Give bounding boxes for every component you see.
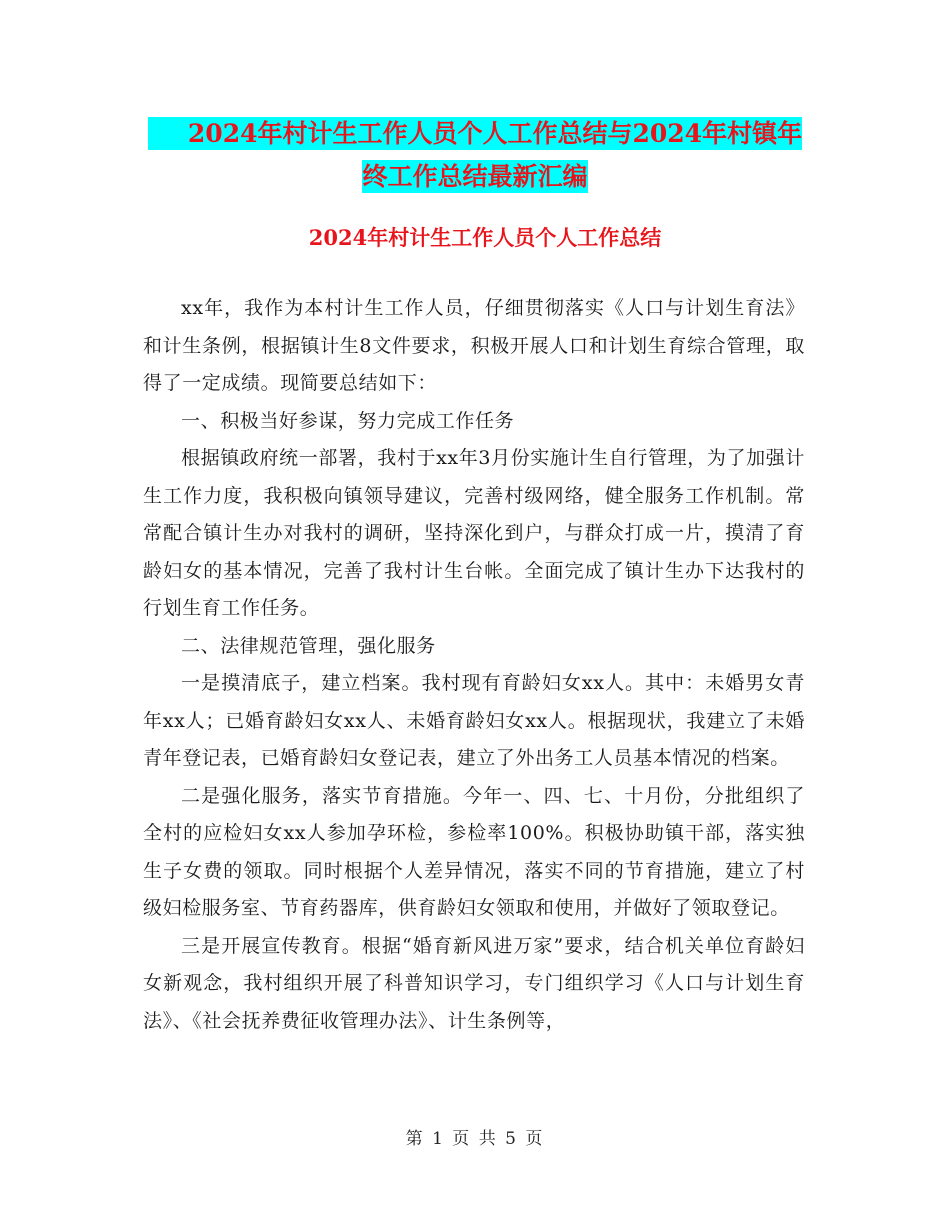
paragraph-section-1: 根据镇政府统一部署，我村于xx年3月份实施计生自行管理，为了加强计生工作力度，我积极向镇领导建议，完善村级网络，健全服务工作机制。常常配合镇计生办对我村的调研，坚持深化到户，与群众打成一片，摸清了育龄妇女的基本情况，完善了我村计生台帐。全面完成了镇计生办下达我村的行划生育工作任务。 bbox=[143, 447, 805, 619]
section-subtitle: 2024年村计生工作人员个人工作总结 bbox=[308, 225, 662, 250]
title-line-1: 2024年村计生工作人员个人工作总结与2024年村镇年 bbox=[148, 117, 802, 150]
heading-section-1: 一、积极当好参谋，努力完成工作任务 bbox=[181, 409, 515, 432]
page-footer: 第 1 页 共 5 页 bbox=[405, 1129, 545, 1149]
title-line-2: 终工作总结最新汇编 bbox=[362, 162, 588, 191]
paragraph-item-1: 一是摸清底子，建立档案。我村现有育龄妇女xx人。其中：未婚男女青年xx人；已婚育龄妇女xx人、未婚育龄妇女xx人。根据现状，我建立了未婚青年登记表，已婚育龄妇女登记表，建立了外出务工人员基本情况的档案。 bbox=[143, 672, 805, 769]
paragraph-intro: xx年，我作为本村计生工作人员，仔细贯彻落实《人口与计划生育法》和计生条例，根据镇计生8文件要求，积极开展人口和计划生育综合管理，取得了一定成绩。现简要总结如下： bbox=[143, 297, 805, 394]
paragraph-item-3: 三是开展宣传教育。根据“婚育新风进万家”要求，结合机关单位育龄妇女新观念，我村组织开展了科普知识学习，专门组织学习《人口与计划生育法》、《社会抚养费征收管理办法》、计生条例等， bbox=[143, 934, 805, 1032]
paragraph-item-2: 二是强化服务，落实节育措施。今年一、四、七、十月份，分批组织了全村的应检妇女xx人参加孕环检，参检率100%。积极协助镇干部，落实独生子女费的领取。同时根据个人差异情况，落实不同的节育措施，建立了村级妇检服务室、节育药器库，供育龄妇女领取和使用，并做好了领取登记。 bbox=[143, 784, 805, 919]
document-title bbox=[0, 112, 950, 198]
document-body bbox=[143, 290, 805, 1040]
heading-section-2: 二、法律规范管理，强化服务 bbox=[181, 634, 436, 657]
